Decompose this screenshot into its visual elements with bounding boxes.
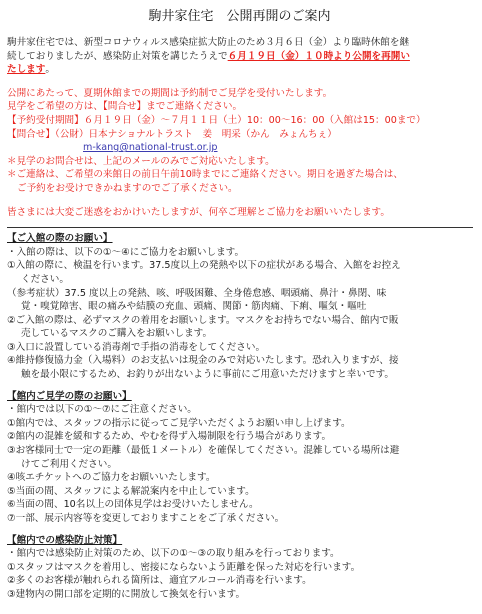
page-title: 駒井家住宅 公開再開のご案内 — [148, 9, 331, 24]
measure-line: ②多くのお客様が触れられる箇所は、適宜アルコール消毒を行います。 — [7, 575, 312, 587]
measure-line: ・館内では感染防止対策のため、以下の①～③の取り組みを行っております。 — [7, 548, 340, 560]
section-heading-measures: 【館内での感染防止対策】 — [7, 534, 123, 546]
section-measures — [7, 534, 472, 602]
entry-line: （参考症状）37.5 度以上の発熱、咳、呼吸困難、全身倦怠感、咽頭痛、鼻汁・鼻閉、味 — [7, 287, 387, 299]
section-heading-entry: 【ご入館の際のお願い】 — [7, 233, 113, 245]
intro-line-2 — [7, 50, 472, 64]
reopen-date-highlight-cont: たします — [7, 64, 46, 76]
divider — [7, 227, 473, 228]
apology-line: 皆さまには大変ご迷惑をおかけいたしますが、何卒ご理解とご協力をお願いいたします。 — [7, 206, 390, 218]
measure-line: ①スタッフはマスクを着用し、密接にならないよう距離を保った対応を行います。 — [7, 561, 361, 573]
notice-line-6: ＊ご連絡は、ご希望の来館日の前日午前10時までにご連絡ください。期日を過ぎた場合は、 — [7, 169, 403, 181]
notice-line-2: 見学をご希望の方は、【問合せ】までご連絡ください。 — [7, 101, 243, 113]
measure-line: ③建物内の開口部を定期的に開放して換気を行います。 — [7, 588, 246, 600]
contact-email-link[interactable]: m-kang@national-trust.or.jp — [83, 142, 218, 154]
intro-text-end: 。 — [45, 64, 55, 76]
contact-info: 【問合せ】（公財）日本ナショナルトラスト 姜 明采（かん みょんちぇ） — [7, 128, 337, 140]
entry-line: ・入館の際は、以下の①～④にご協力をお願いします。 — [7, 246, 245, 258]
notice-line-7: ご予約をお受けできかねますのでご了承ください。 — [17, 182, 238, 194]
entry-line: 覚・嗅覚障害、眼の痛みや結膜の充血、頭痛、関節・筋肉痛、下痢、嘔気・嘔吐 — [21, 301, 367, 313]
entry-line: ①入館の際に、検温を行います。37.5度以上の発熱や以下の症状がある場合、入館をお控え — [7, 260, 401, 272]
visit-line: ④咳エチケットへのご協力をお願いいたします。 — [7, 472, 216, 484]
notice-line-5: ＊見学のお問合せは、上記のメールのみでご対応いたします。 — [7, 155, 275, 167]
entry-line: ③入口に設置している消毒剤で手指の消毒をしてください。 — [7, 341, 266, 353]
entry-line: ④維持修復協力金（入場料）のお支払いは現金のみで対応いたします。恐れ入りますが、接 — [7, 355, 399, 367]
reservation-period: 【予約受付期間】６月１９日（金）～７月１１日（土）10：00～16：00（入館は15：00まで） — [7, 114, 426, 126]
intro-text: 続しておりましたが、感染防止対策を講じたうえで — [7, 50, 228, 62]
intro-line-3 — [7, 63, 472, 77]
reopen-date-highlight: ６月１９日（金）１０時より公開を再開い — [227, 50, 410, 62]
intro-line-1: 駒井家住宅では、新型コロナウィルス感染症拡大防止のため３月６日（金）より臨時休館を継 — [7, 37, 410, 48]
visit-line: ③お客様同士で一定の距離（最低１メートル）を確保してください。混雑している場所は避 — [7, 445, 400, 457]
email-row — [7, 141, 472, 155]
visit-line: ・館内では以下の①～⑦にご注意ください。 — [7, 404, 197, 416]
section-visit — [7, 390, 472, 526]
reservation-notice — [7, 87, 472, 219]
visit-line: ⑥当面の間、10名以上の団体見学はお受けいたしません。 — [7, 499, 259, 511]
section-entry — [7, 232, 472, 382]
visit-line: けてご利用ください。 — [21, 458, 117, 470]
entry-line: 売しているマスクのご購入をお願いします。 — [21, 328, 213, 340]
entry-line: 触を最小限にするため、お釣りが出ないように事前にご用意いただけますと幸いです。 — [21, 369, 395, 381]
visit-line: ①館内では、スタッフの指示に従ってご見学いただくようお願い申し上げます。 — [7, 417, 351, 429]
section-heading-visit: 【館内ご見学の際のお願い】 — [7, 390, 132, 402]
visit-line: ⑦一部、展示内容等を変更しておりますことをご了承ください。 — [7, 513, 285, 524]
entry-line: ください。 — [21, 273, 69, 285]
visit-line: ②館内の混雑を緩和するため、やむを得ず入場制限を行う場合があります。 — [7, 431, 332, 443]
intro-paragraph — [7, 36, 472, 77]
notice-line-1: 公開にあたって、夏期休館までの期間は予約制でご見学を受付いたします。 — [7, 87, 333, 99]
visit-line: ⑤当面の間、スタッフによる解説案内を中止しています。 — [7, 485, 255, 497]
entry-line: ②ご入館の際は、必ずマスクの着用をお願いします。マスクをお持ちでない場合、館内で販 — [7, 314, 399, 326]
